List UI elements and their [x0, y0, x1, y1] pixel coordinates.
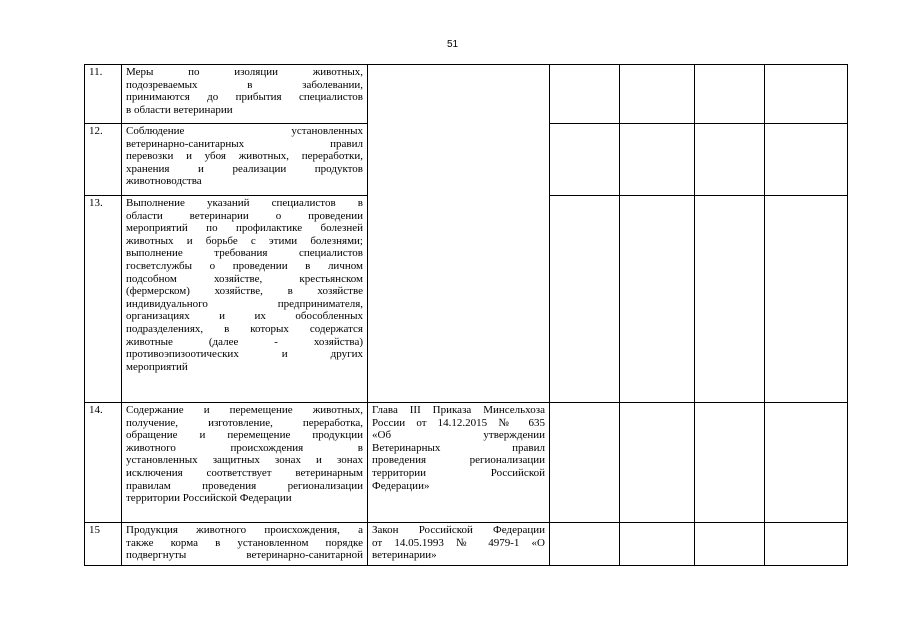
requirement-cell: Соблюдение установленных ветеринарно-санитарных правил перевозки и убоя животных, переработки, хранения и реализации продуктов животноводства — [122, 124, 368, 196]
answer-na-cell[interactable] — [695, 196, 765, 403]
legal-basis-cell — [368, 65, 550, 403]
row-number: 13. — [85, 196, 122, 403]
answer-yes-cell[interactable] — [550, 65, 620, 124]
requirement-cell: Выполнение указаний специалистов в области ветеринарии о проведении мероприятий по профилактике болезней животных и борьбе с этими болезнями; выполнение требования специалистов госветслужбы о проведении в личном подсобном хозяйстве, крестьянском (фермерском) хозяйстве, в хозяйстве индивидуального предпринимателя, организациях и их обособленных подразделениях, в которых содержатся животные (далее - хозяйства) противоэпизоотических и других мероприятий — [122, 196, 368, 403]
answer-yes-cell[interactable] — [550, 196, 620, 403]
note-cell[interactable] — [765, 523, 848, 566]
legal-basis-cell: Глава III Приказа Минсельхоза России от 14.12.2015 № 635 «Об утверждении Ветеринарных правил проведения регионализации территории Российской Федерации» — [368, 403, 550, 523]
page-number: 51 — [446, 39, 459, 50]
answer-yes-cell[interactable] — [550, 403, 620, 523]
checklist-table — [84, 64, 848, 566]
requirement-cell: Продукция животного происхождения, а также корма в установленном порядке подвергнуты ветеринарно-санитарной — [122, 523, 368, 566]
answer-no-cell[interactable] — [620, 65, 695, 124]
answer-na-cell[interactable] — [695, 124, 765, 196]
answer-no-cell[interactable] — [620, 403, 695, 523]
requirement-cell: Меры по изоляции животных, подозреваемых в заболевании, принимаются до прибытия специалистов в области ветеринарии — [122, 65, 368, 124]
note-cell[interactable] — [765, 124, 848, 196]
legal-basis-cell: Закон Российской Федерации от 14.05.1993 № 4979-1 «О ветеринарии» — [368, 523, 550, 566]
row-number: 15 — [85, 523, 122, 566]
table-row — [85, 523, 848, 566]
row-number: 11. — [85, 65, 122, 124]
answer-na-cell[interactable] — [695, 403, 765, 523]
table-row — [85, 65, 848, 124]
note-cell[interactable] — [765, 196, 848, 403]
note-cell[interactable] — [765, 403, 848, 523]
table-row — [85, 403, 848, 523]
answer-yes-cell[interactable] — [550, 523, 620, 566]
answer-no-cell[interactable] — [620, 196, 695, 403]
answer-yes-cell[interactable] — [550, 124, 620, 196]
answer-no-cell[interactable] — [620, 124, 695, 196]
note-cell[interactable] — [765, 65, 848, 124]
answer-no-cell[interactable] — [620, 523, 695, 566]
answer-na-cell[interactable] — [695, 65, 765, 124]
row-number: 14. — [85, 403, 122, 523]
requirement-cell: Содержание и перемещение животных, получение, изготовление, переработка, обращение и перемещение продукции животного происхождения в установленных защитных зонах и зонах исключения соответствует ветеринарным правилам проведения регионализации территории Российской Федерации — [122, 403, 368, 523]
answer-na-cell[interactable] — [695, 523, 765, 566]
row-number: 12. — [85, 124, 122, 196]
